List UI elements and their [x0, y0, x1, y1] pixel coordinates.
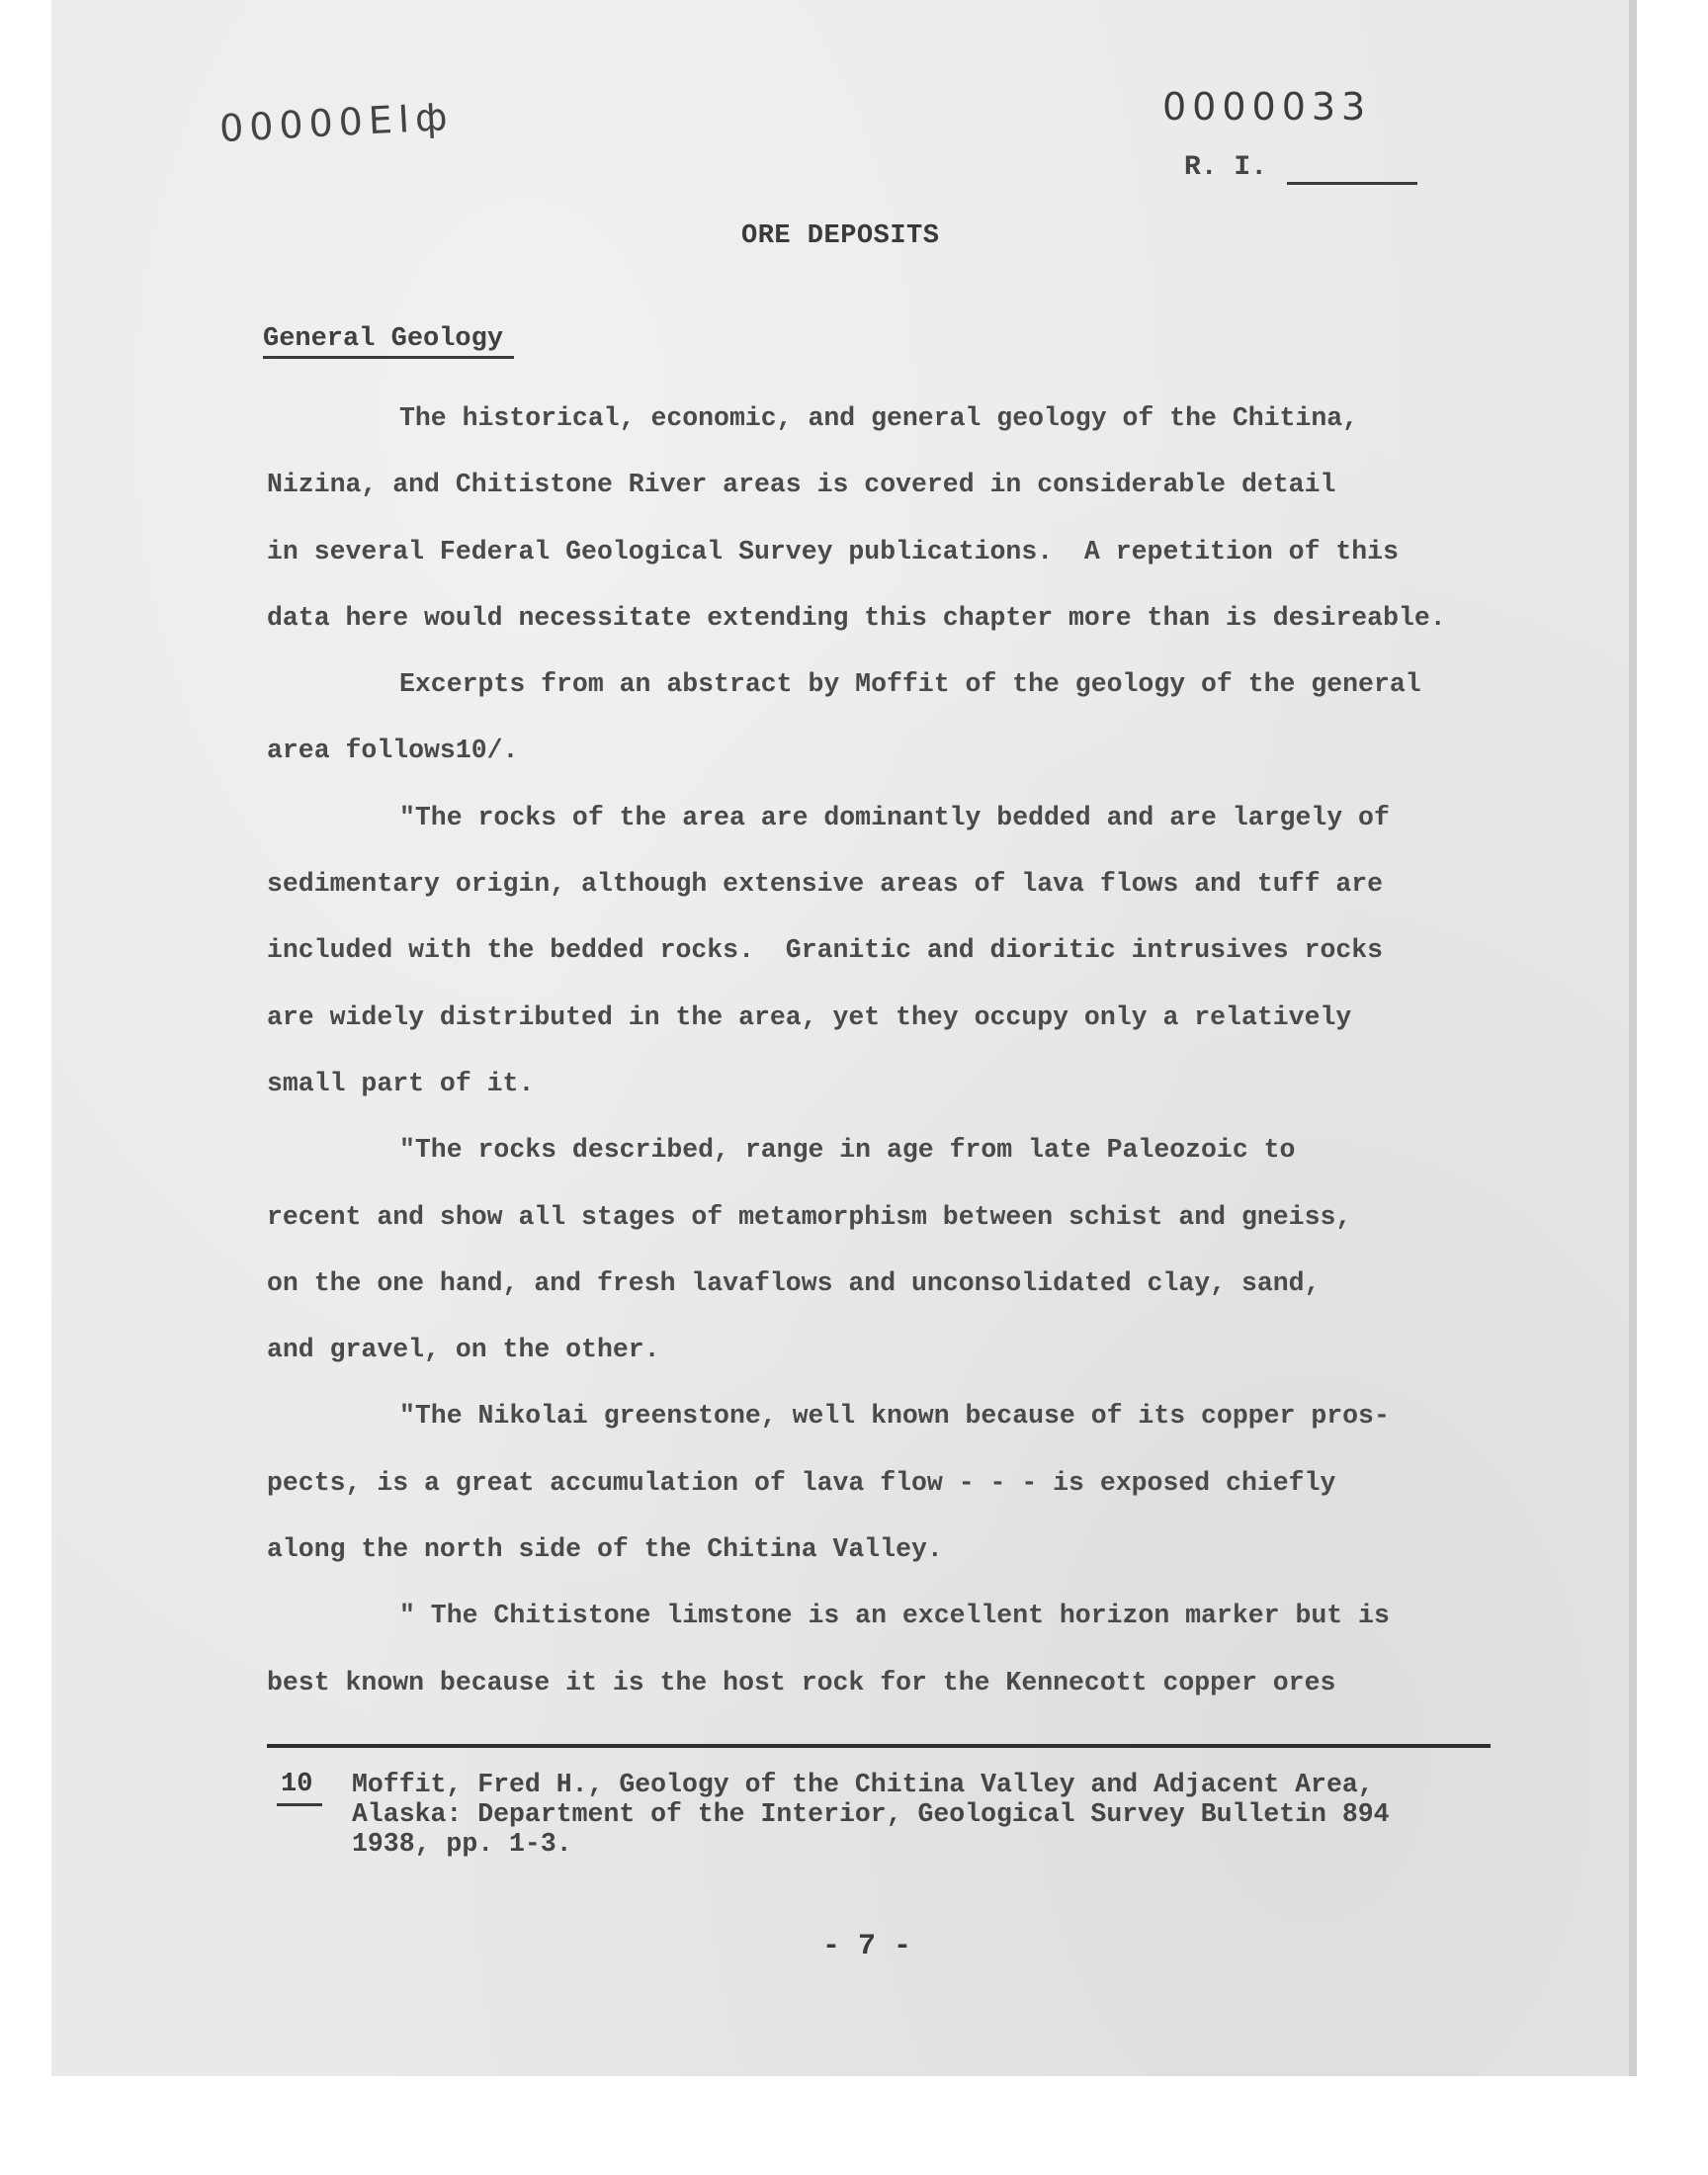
body-text [267, 386, 1512, 1716]
body-line: sedimentary origin, although extensive areas of lava flows and tuff are [267, 869, 1384, 900]
section-heading: General Geology [263, 324, 504, 354]
footnote-text [352, 1770, 1508, 1859]
ri-blank-line [1287, 182, 1417, 185]
footnote-divider [267, 1744, 1491, 1748]
footnote-mark-underline [277, 1803, 322, 1806]
page-number: - 7 - [822, 1930, 912, 1963]
body-line: The historical, economic, and general geology of the Chitina, [399, 403, 1359, 433]
section-heading-underline [263, 356, 514, 359]
body-line: best known because it is the host rock for the Kennecott copper ores [267, 1667, 1336, 1697]
body-line: Nizina, and Chitistone River areas is covered in considerable detail [267, 470, 1336, 500]
body-line: " The Chitistone limstone is an excellent horizon marker but is [399, 1601, 1390, 1631]
body-line: data here would necessitate extending this chapter more than is desireable. [267, 602, 1446, 633]
body-line: and gravel, on the other. [267, 1335, 660, 1365]
page-title: ORE DEPOSITS [741, 221, 940, 251]
body-line: "The Nikolai greenstone, well known because of its copper pros- [399, 1401, 1390, 1432]
body-line: area follows10/. [267, 736, 519, 766]
document-stamp-left: 00000EΙф [218, 94, 455, 151]
body-line: "The rocks of the area are dominantly bedded and are largely of [399, 802, 1390, 832]
body-line: in several Federal Geological Survey publications. A repetition of this [267, 536, 1399, 566]
document-stamp-right: 0000033 [1162, 85, 1372, 129]
body-line: are widely distributed in the area, yet they occupy only a relatively [267, 1001, 1352, 1032]
footnote-line: Alaska: Department of the Interior, Geological Survey Bulletin 894 [352, 1799, 1390, 1829]
body-line: pects, is a great accumulation of lava flow - - - is exposed chiefly [267, 1467, 1336, 1498]
footnote-mark: 10 [281, 1770, 313, 1799]
footnote-line: Moffit, Fred H., Geology of the Chitina Valley and Adjacent Area, [352, 1770, 1374, 1799]
body-line: on the one hand, and fresh lavaflows and unconsolidated clay, sand, [267, 1267, 1321, 1298]
body-line: recent and show all stages of metamorphism between schist and gneiss, [267, 1201, 1352, 1232]
body-line: included with the bedded rocks. Granitic and dioritic intrusives rocks [267, 935, 1384, 966]
ri-label: R. I. [1184, 152, 1268, 183]
body-line: small part of it. [267, 1068, 535, 1098]
body-line: Excerpts from an abstract by Moffit of the geology of the general [399, 669, 1421, 700]
body-line: "The rocks described, range in age from late Paleozoic to [399, 1135, 1296, 1166]
body-line: along the north side of the Chitina Valley. [267, 1534, 943, 1565]
footnote-line: 1938, pp. 1-3. [352, 1829, 572, 1859]
